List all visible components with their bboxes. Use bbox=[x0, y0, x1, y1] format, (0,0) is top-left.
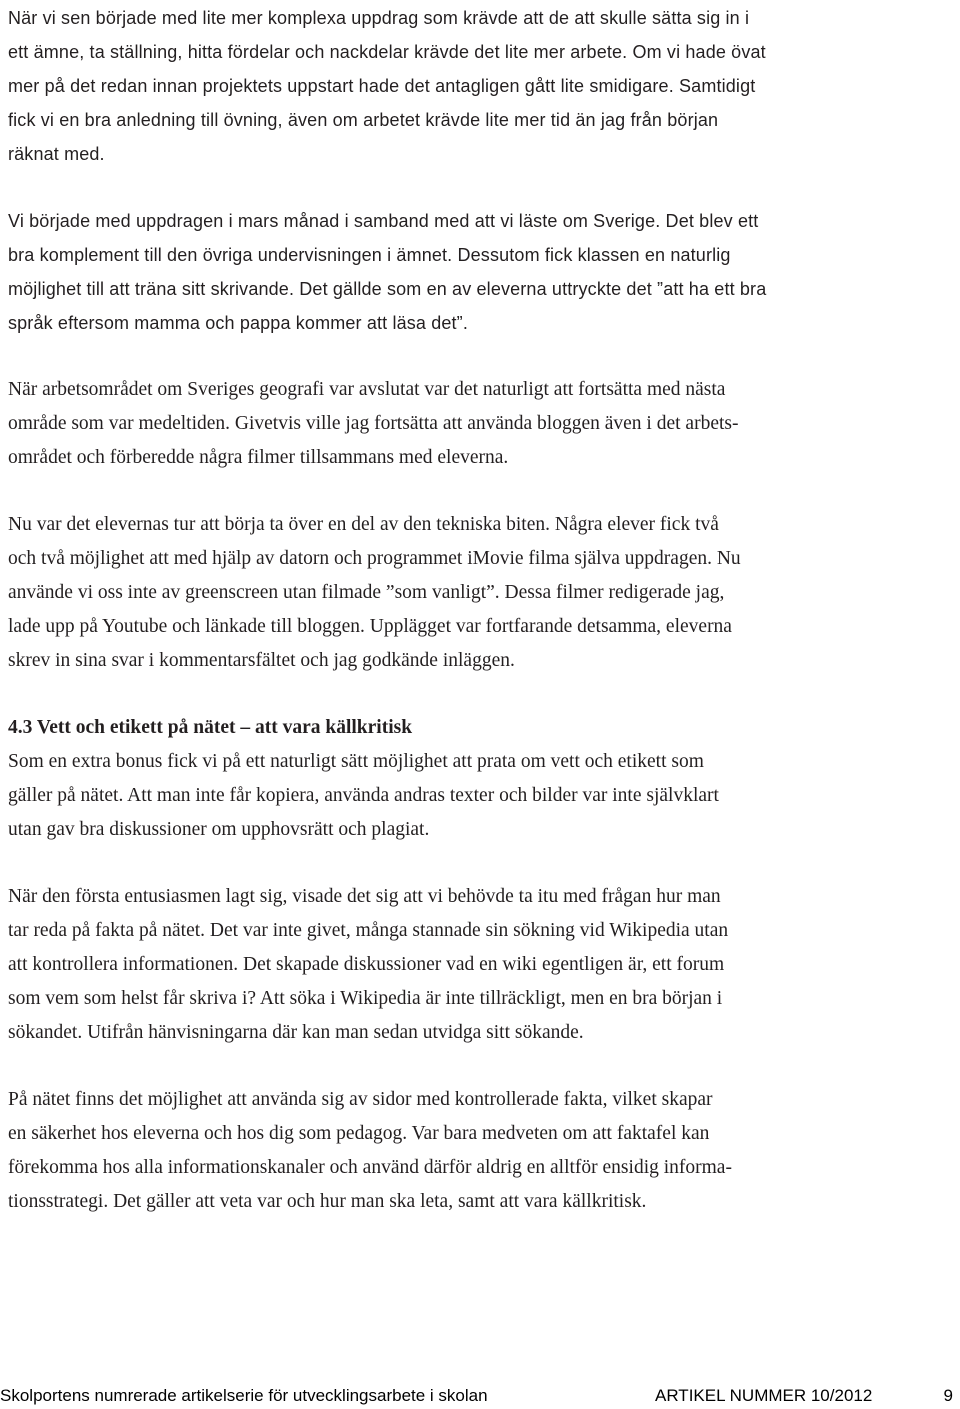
text-line: en säkerhet hos eleverna och hos dig som pedagog. Var bara medveten om att faktafel kan bbox=[8, 1123, 710, 1144]
footer-issue-number: ARTIKEL NUMMER 10/2012 bbox=[655, 1386, 873, 1405]
text-line: När arbetsområdet om Sveriges geografi var avslutat var det naturligt att fortsätta med nästa bbox=[8, 379, 726, 400]
text-line: lade upp på Youtube och länkade till bloggen. Upplägget var fortfarande detsamma, eleverna bbox=[8, 616, 732, 637]
section-heading: 4.3 Vett och etikett på nätet – att vara källkritisk bbox=[8, 717, 413, 738]
text-line: räknat med. bbox=[8, 144, 105, 164]
text-line: När vi sen började med lite mer komplexa uppdrag som krävde att de att skulle sätta sig in i bbox=[8, 8, 750, 28]
text-line: tar reda på fakta på nätet. Det var inte givet, många stannade sin sökning vid Wikipedia utan bbox=[8, 920, 729, 941]
text-line: När den första entusiasmen lagt sig, visade det sig att vi behövde ta itu med frågan hur man bbox=[8, 886, 721, 907]
text-line: möjlighet till att träna sitt skrivande. Det gällde som en av eleverna uttryckte det ”att ha ett bra bbox=[8, 279, 767, 299]
article-body bbox=[8, 0, 948, 1219]
paragraph bbox=[8, 204, 948, 340]
text-line: bra komplement till den övriga undervisningen i ämnet. Dessutom fick klassen en naturlig bbox=[8, 245, 731, 265]
text-line: som vem som helst får skriva i? Att söka i Wikipedia är inte tillräckligt, men en bra början i bbox=[8, 988, 723, 1009]
text-line: området och förberedde några filmer tillsammans med eleverna. bbox=[8, 447, 509, 468]
paragraph bbox=[8, 745, 948, 847]
paragraph bbox=[8, 373, 948, 475]
text-line: skrev in sina svar i kommentarsfältet och jag godkände inläggen. bbox=[8, 650, 515, 671]
text-line: mer på det redan innan projektets uppstart hade det antagligen gått lite smidigare. Samtidigt bbox=[8, 76, 756, 96]
page-number: 9 bbox=[943, 1386, 953, 1405]
text-line: Som en extra bonus fick vi på ett naturligt sätt möjlighet att prata om vett och etikett som bbox=[8, 751, 704, 772]
paragraph bbox=[8, 1083, 948, 1219]
text-line: Nu var det elevernas tur att börja ta över en del av den tekniska biten. Några elever fick två bbox=[8, 514, 719, 535]
text-line: språk eftersom mamma och pappa kommer att läsa det”. bbox=[8, 313, 468, 333]
text-line: ett ämne, ta ställning, hitta fördelar och nackdelar krävde det lite mer arbete. Om vi hade övat bbox=[8, 42, 766, 62]
text-line: och två möjlighet att med hjälp av datorn och programmet iMovie filma själva uppdragen. Nu bbox=[8, 548, 741, 569]
text-line: Vi började med uppdragen i mars månad i samband med att vi läste om Sverige. Det blev ett bbox=[8, 211, 759, 231]
text-line: förekomma hos alla informationskanaler och använd därför aldrig en alltför ensidig informa- bbox=[8, 1157, 732, 1178]
page-footer bbox=[0, 1384, 960, 1408]
text-line: använde vi oss inte av greenscreen utan filmade ”som vanligt”. Dessa filmer redigerade jag, bbox=[8, 582, 725, 603]
text-line: fick vi en bra anledning till övning, även om arbetet krävde lite mer tid än jag från början bbox=[8, 110, 719, 130]
text-line: sökandet. Utifrån hänvisningarna där kan man sedan utvidga sitt sökande. bbox=[8, 1022, 584, 1043]
paragraph bbox=[8, 880, 948, 1050]
text-line: att kontrollera informationen. Det skapade diskussioner vad en wiki egentligen är, ett forum bbox=[8, 954, 725, 975]
text-line: På nätet finns det möjlighet att använda sig av sidor med kontrollerade fakta, vilket skapar bbox=[8, 1089, 713, 1110]
paragraph bbox=[8, 1, 948, 171]
text-line: utan gav bra diskussioner om upphovsrätt och plagiat. bbox=[8, 819, 430, 840]
paragraph bbox=[8, 508, 948, 678]
text-line: område som var medeltiden. Givetvis ville jag fortsätta att använda bloggen även i det arbets- bbox=[8, 413, 739, 434]
text-line: tionsstrategi. Det gäller att veta var och hur man ska leta, samt att vara källkritisk. bbox=[8, 1191, 647, 1212]
text-line: gäller på nätet. Att man inte får kopiera, använda andras texter och bilder var inte självklart bbox=[8, 785, 719, 806]
footer-series-title: Skolportens numrerade artikelserie för utvecklingsarbete i skolan bbox=[0, 1386, 488, 1405]
